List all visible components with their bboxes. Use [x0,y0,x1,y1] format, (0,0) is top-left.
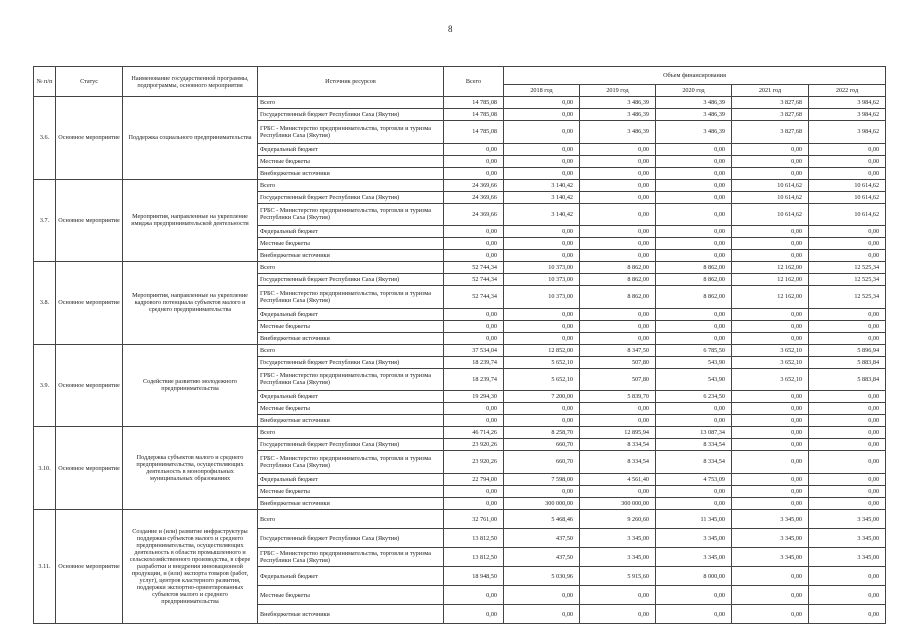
year-value: 0,00 [732,605,809,624]
year-value: 0,00 [809,226,886,238]
year-value: 3 345,00 [732,529,809,548]
year-value: 10 614,62 [732,203,809,226]
year-value: 3 827,68 [732,121,809,144]
year-value: 0,00 [504,143,580,155]
resource-source: Всего [258,427,444,439]
year-value: 300 000,00 [504,497,580,509]
year-value: 8 862,00 [656,286,732,309]
year-value: 0,00 [656,155,732,167]
year-value: 0,00 [504,403,580,415]
year-value: 8 334,54 [580,451,656,474]
total-value: 0,00 [444,320,504,332]
row-number: 3.9. [34,344,56,427]
resource-source: Федеральный бюджет [258,226,444,238]
year-value: 4 753,09 [656,473,732,485]
year-value: 5 839,70 [580,391,656,403]
row-status: Основное мероприятие [56,179,123,262]
year-value: 4 561,40 [580,473,656,485]
year-value: 0,00 [732,415,809,427]
year-value: 0,00 [809,308,886,320]
year-value: 5 915,60 [580,567,656,586]
year-value: 10 614,62 [809,179,886,191]
year-value: 0,00 [580,238,656,250]
total-value: 32 761,00 [444,510,504,529]
total-value: 14 785,08 [444,121,504,144]
row-number: 3.11. [34,510,56,624]
table-row [34,510,886,529]
year-value: 3 345,00 [809,510,886,529]
year-value: 8 000,00 [656,567,732,586]
resource-source: Государственный бюджет Республики Саха (Якутия) [258,529,444,548]
year-value: 0,00 [656,226,732,238]
year-value: 3 345,00 [656,548,732,567]
row-number: 3.8. [34,262,56,345]
resource-source: Местные бюджеты [258,238,444,250]
year-value: 0,00 [809,143,886,155]
year-value: 7 200,00 [504,391,580,403]
year-value: 8 862,00 [580,262,656,274]
year-value: 10 614,62 [732,179,809,191]
year-value: 0,00 [656,403,732,415]
year-value: 5 652,10 [504,356,580,368]
table-row [34,427,886,439]
year-value: 0,00 [809,403,886,415]
year-value: 3 652,10 [732,356,809,368]
resource-source: ГРБС - Министерство предпринимательства, торговли и туризма Республики Саха (Якутия) [258,548,444,567]
table-row [34,179,886,191]
year-value: 8 334,54 [580,439,656,451]
year-value: 0,00 [732,308,809,320]
year-value: 0,00 [580,143,656,155]
resource-source: Всего [258,97,444,109]
total-value: 0,00 [444,586,504,605]
year-value: 0,00 [580,308,656,320]
year-value: 0,00 [732,238,809,250]
year-value: 12 162,00 [732,274,809,286]
year-value: 0,00 [580,415,656,427]
year-value: 0,00 [809,427,886,439]
year-value: 0,00 [809,451,886,474]
year-value: 5 883,84 [809,368,886,391]
year-value: 543,90 [656,356,732,368]
year-value: 0,00 [504,250,580,262]
year-value: 0,00 [580,155,656,167]
total-value: 22 794,00 [444,473,504,485]
year-value: 6 785,50 [656,344,732,356]
year-value: 5 652,10 [504,368,580,391]
resource-source: Местные бюджеты [258,403,444,415]
header-total: Всего [444,67,504,97]
resource-source: Внебюджетные источники [258,332,444,344]
year-value: 3 345,00 [656,529,732,548]
year-value: 0,00 [732,320,809,332]
header-year: 2020 год [656,85,732,97]
year-value: 0,00 [732,226,809,238]
total-value: 13 812,50 [444,548,504,567]
resource-source: Государственный бюджет Республики Саха (Якутия) [258,274,444,286]
year-value: 0,00 [580,179,656,191]
year-value: 0,00 [732,332,809,344]
year-value: 0,00 [504,109,580,121]
resource-source: Федеральный бюджет [258,391,444,403]
total-value: 0,00 [444,250,504,262]
year-value: 10 373,00 [504,286,580,309]
total-value: 37 534,04 [444,344,504,356]
year-value: 3 984,62 [809,109,886,121]
year-value: 3 140,42 [504,179,580,191]
year-value: 0,00 [732,485,809,497]
year-value: 0,00 [504,121,580,144]
year-value: 10 614,62 [809,191,886,203]
year-value: 0,00 [656,497,732,509]
year-value: 10 373,00 [504,262,580,274]
resource-source: Государственный бюджет Республики Саха (Якутия) [258,439,444,451]
year-value: 8 862,00 [656,262,732,274]
year-value: 8 334,54 [656,451,732,474]
year-value: 3 345,00 [732,510,809,529]
year-value: 0,00 [580,191,656,203]
resource-source: Федеральный бюджет [258,143,444,155]
resource-source: ГРБС - Министерство предпринимательства, торговли и туризма Республики Саха (Якутия) [258,121,444,144]
resource-source: Федеральный бюджет [258,567,444,586]
year-value: 3 345,00 [580,529,656,548]
year-value: 12 525,34 [809,262,886,274]
year-value: 0,00 [656,250,732,262]
year-value: 0,00 [809,238,886,250]
year-value: 13 087,34 [656,427,732,439]
year-value: 3 652,10 [732,368,809,391]
resource-source: Всего [258,510,444,529]
year-value: 3 345,00 [732,548,809,567]
year-value: 0,00 [504,226,580,238]
total-value: 24 369,66 [444,191,504,203]
table-row [34,344,886,356]
year-value: 5 883,84 [809,356,886,368]
year-value: 3 345,00 [580,548,656,567]
year-value: 12 852,00 [504,344,580,356]
total-value: 18 239,74 [444,368,504,391]
row-program-name: Поддержка субъектов малого и среднего предпринимательства, осуществляющих деятельность в монопрофильных муниципальных образованиях [123,427,258,510]
total-value: 0,00 [444,226,504,238]
year-value: 0,00 [504,415,580,427]
resource-source: ГРБС - Министерство предпринимательства, торговли и туризма Республики Саха (Якутия) [258,368,444,391]
year-value: 0,00 [732,473,809,485]
total-value: 0,00 [444,167,504,179]
year-value: 0,00 [656,167,732,179]
year-value: 8 862,00 [580,286,656,309]
row-number: 3.10. [34,427,56,510]
header-year: 2019 год [580,85,656,97]
row-program-name: Создание и (или) развитие инфраструктуры поддержки субъектов малого и среднего предпринимательства, осуществляющих деятельность в области промышленного и сельскохозяйственного производства, в сфере разработки и внедрения инновационной продукции, и (или) экспорта товаров (работ, услуг), центров кластерного развития, поддержки экспортно-ориентированных субъектов малого и среднего предпринимательства [123,510,258,624]
resource-source: Внебюджетные источники [258,497,444,509]
year-value: 0,00 [656,415,732,427]
resource-source: Всего [258,179,444,191]
year-value: 0,00 [732,567,809,586]
resource-source: Внебюджетные источники [258,605,444,624]
year-value: 3 486,39 [580,109,656,121]
year-value: 0,00 [504,332,580,344]
resource-source: Местные бюджеты [258,155,444,167]
year-value: 0,00 [504,97,580,109]
year-value: 0,00 [504,155,580,167]
total-value: 14 785,08 [444,97,504,109]
resource-source: Местные бюджеты [258,586,444,605]
total-value: 0,00 [444,415,504,427]
header-year: 2021 год [732,85,809,97]
year-value: 0,00 [809,320,886,332]
year-value: 3 652,10 [732,344,809,356]
year-value: 507,80 [580,356,656,368]
row-number: 3.7. [34,179,56,262]
total-value: 0,00 [444,155,504,167]
year-value: 8 334,54 [656,439,732,451]
resource-source: ГРБС - Министерство предпринимательства, торговли и туризма Республики Саха (Якутия) [258,203,444,226]
funding-table [33,66,885,624]
year-value: 0,00 [504,167,580,179]
resource-source: Федеральный бюджет [258,473,444,485]
total-value: 23 920,26 [444,451,504,474]
year-value: 3 486,39 [656,121,732,144]
year-value: 543,90 [656,368,732,391]
year-value: 12 525,34 [809,286,886,309]
total-value: 46 714,26 [444,427,504,439]
resource-source: Всего [258,262,444,274]
total-value: 0,00 [444,497,504,509]
total-value: 24 369,66 [444,203,504,226]
year-value: 8 347,50 [580,344,656,356]
year-value: 10 614,62 [809,203,886,226]
year-value: 8 258,70 [504,427,580,439]
row-number: 3.6. [34,97,56,180]
year-value: 0,00 [809,415,886,427]
year-value: 3 486,39 [580,121,656,144]
header-source: Источник ресурсов [258,67,444,97]
header-year: 2022 год [809,85,886,97]
year-value: 0,00 [656,586,732,605]
year-value: 0,00 [809,332,886,344]
total-value: 0,00 [444,238,504,250]
year-value: 5 468,46 [504,510,580,529]
year-value: 0,00 [809,567,886,586]
year-value: 0,00 [656,179,732,191]
year-value: 0,00 [732,497,809,509]
year-value: 3 140,42 [504,203,580,226]
year-value: 0,00 [732,586,809,605]
year-value: 0,00 [732,403,809,415]
year-value: 0,00 [504,605,580,624]
year-value: 0,00 [580,320,656,332]
resource-source: Внебюджетные источники [258,250,444,262]
year-value: 0,00 [809,155,886,167]
year-value: 0,00 [504,485,580,497]
total-value: 52 744,34 [444,274,504,286]
total-value: 14 785,08 [444,109,504,121]
year-value: 3 984,62 [809,97,886,109]
year-value: 3 345,00 [809,548,886,567]
year-value: 0,00 [580,226,656,238]
total-value: 0,00 [444,485,504,497]
year-value: 0,00 [809,167,886,179]
header-num: № п/п [34,67,56,97]
total-value: 52 744,34 [444,286,504,309]
year-value: 0,00 [656,203,732,226]
year-value: 0,00 [732,427,809,439]
year-value: 12 525,34 [809,274,886,286]
row-status: Основное мероприятие [56,344,123,427]
year-value: 12 895,94 [580,427,656,439]
year-value: 0,00 [580,203,656,226]
year-value: 6 234,50 [656,391,732,403]
total-value: 52 744,34 [444,262,504,274]
resource-source: ГРБС - Министерство предпринимательства, торговли и туризма Республики Саха (Якутия) [258,286,444,309]
year-value: 0,00 [504,320,580,332]
year-value: 0,00 [809,391,886,403]
year-value: 10 614,62 [732,191,809,203]
year-value: 8 862,00 [580,274,656,286]
year-value: 0,00 [656,191,732,203]
total-value: 0,00 [444,332,504,344]
year-value: 0,00 [732,143,809,155]
row-status: Основное мероприятие [56,262,123,345]
year-value: 3 984,62 [809,121,886,144]
total-value: 19 294,30 [444,391,504,403]
year-value: 3 827,68 [732,109,809,121]
total-value: 18 948,50 [444,567,504,586]
total-value: 18 239,74 [444,356,504,368]
total-value: 0,00 [444,403,504,415]
resource-source: Государственный бюджет Республики Саха (Якутия) [258,191,444,203]
row-program-name: Поддержка социального предпринимательства [123,97,258,180]
table-row [34,262,886,274]
total-value: 0,00 [444,308,504,320]
year-value: 0,00 [580,605,656,624]
year-value: 7 598,00 [504,473,580,485]
row-status: Основное мероприятие [56,427,123,510]
year-value: 0,00 [809,586,886,605]
year-value: 300 000,00 [580,497,656,509]
year-value: 0,00 [732,451,809,474]
year-value: 3 345,00 [809,529,886,548]
total-value: 23 920,26 [444,439,504,451]
year-value: 0,00 [656,332,732,344]
year-value: 0,00 [732,167,809,179]
year-value: 12 162,00 [732,262,809,274]
row-program-name: Содействие развитию молодежного предпринимательства [123,344,258,427]
year-value: 0,00 [580,332,656,344]
year-value: 0,00 [656,238,732,250]
total-value: 24 369,66 [444,179,504,191]
year-value: 0,00 [580,485,656,497]
year-value: 0,00 [656,320,732,332]
year-value: 0,00 [732,439,809,451]
year-value: 5 030,96 [504,567,580,586]
resource-source: Внебюджетные источники [258,167,444,179]
year-value: 0,00 [809,485,886,497]
row-program-name: Мероприятия, направленные на укрепление кадрового потенциала субъектов малого и среднего предпринимательства [123,262,258,345]
year-value: 3 486,39 [580,97,656,109]
year-value: 0,00 [732,391,809,403]
year-value: 3 140,42 [504,191,580,203]
year-value: 0,00 [809,605,886,624]
year-value: 0,00 [809,439,886,451]
year-value: 0,00 [580,586,656,605]
year-value: 0,00 [580,167,656,179]
year-value: 3 486,39 [656,109,732,121]
header-program-name: Наименование государственной программы, подпрограммы, основного мероприятия [123,67,258,97]
year-value: 0,00 [809,250,886,262]
resource-source: Местные бюджеты [258,320,444,332]
resource-source: ГРБС - Министерство предпринимательства, торговли и туризма Республики Саха (Якутия) [258,451,444,474]
year-value: 0,00 [580,403,656,415]
year-value: 660,70 [504,439,580,451]
year-value: 5 896,94 [809,344,886,356]
year-value: 3 827,68 [732,97,809,109]
header-funding: Объем финансирования [504,67,886,85]
year-value: 0,00 [809,497,886,509]
resource-source: Внебюджетные источники [258,415,444,427]
resource-source: Государственный бюджет Республики Саха (Якутия) [258,356,444,368]
table-row [34,97,886,109]
total-value: 0,00 [444,143,504,155]
year-value: 437,50 [504,529,580,548]
year-value: 0,00 [656,143,732,155]
year-value: 660,70 [504,451,580,474]
year-value: 0,00 [732,250,809,262]
year-value: 8 862,00 [656,274,732,286]
year-value: 0,00 [580,250,656,262]
year-value: 507,80 [580,368,656,391]
year-value: 0,00 [504,586,580,605]
header-year: 2018 год [504,85,580,97]
total-value: 0,00 [444,605,504,624]
resource-source: Федеральный бюджет [258,308,444,320]
row-status: Основное мероприятие [56,510,123,624]
year-value: 3 486,39 [656,97,732,109]
year-value: 0,00 [656,308,732,320]
total-value: 13 812,50 [444,529,504,548]
resource-source: Местные бюджеты [258,485,444,497]
row-status: Основное мероприятие [56,97,123,180]
row-program-name: Мероприятия, направленные на укрепление имиджа предпринимательской деятельности [123,179,258,262]
year-value: 0,00 [656,605,732,624]
year-value: 0,00 [656,485,732,497]
year-value: 12 162,00 [732,286,809,309]
page-number: 8 [448,24,453,34]
resource-source: Государственный бюджет Республики Саха (Якутия) [258,109,444,121]
year-value: 10 373,00 [504,274,580,286]
resource-source: Всего [258,344,444,356]
year-value: 0,00 [504,238,580,250]
year-value: 9 260,60 [580,510,656,529]
year-value: 0,00 [809,473,886,485]
year-value: 11 345,00 [656,510,732,529]
header-status: Статус [56,67,123,97]
year-value: 437,50 [504,548,580,567]
year-value: 0,00 [504,308,580,320]
year-value: 0,00 [732,155,809,167]
